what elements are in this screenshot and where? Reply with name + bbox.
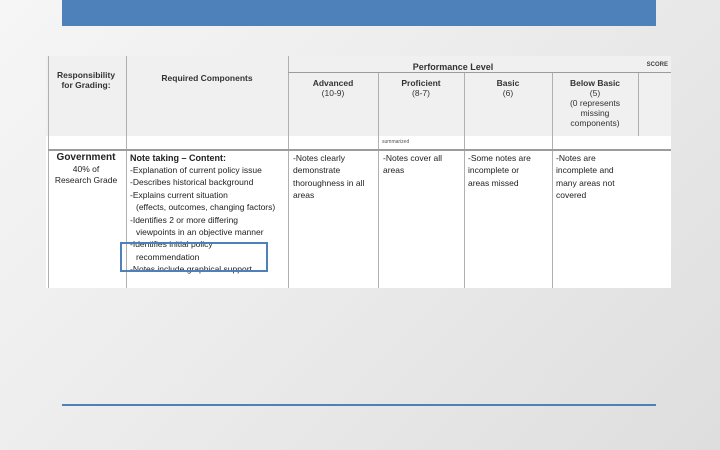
level-basic-header [464, 78, 552, 98]
component-line: viewpoints in an objective manner [136, 227, 264, 238]
level-range: (6) [502, 88, 514, 98]
component-line: -Identifies 2 or more differing [130, 214, 239, 225]
descriptor-line: covered [556, 190, 587, 201]
descriptor-line: -Notes clearly [293, 153, 345, 163]
cropped-text-fragment: summarized [382, 139, 410, 145]
level-name: Below Basic [569, 78, 621, 88]
component-line: -Notes include graphical support [130, 264, 252, 275]
responsibility-header [46, 70, 126, 90]
proficient-cell [383, 152, 463, 177]
level-below-basic-header [552, 78, 638, 128]
advanced-cell [293, 152, 377, 202]
descriptor-line: areas [383, 165, 405, 176]
bottom-accent-rule [62, 404, 656, 406]
responsibility-header-line: for Grading: [61, 80, 111, 90]
level-name: Basic [496, 78, 520, 88]
level-name: Proficient [401, 78, 441, 88]
column-divider [552, 72, 553, 288]
component-title: Note taking – Content: [130, 153, 226, 163]
component-line: -Explanation of current policy issue [130, 165, 262, 175]
level-advanced-header [288, 78, 378, 98]
descriptor-line: many areas not [556, 177, 615, 188]
column-divider [464, 72, 465, 288]
level-range: (8-7) [412, 88, 430, 98]
row-separator [48, 149, 671, 151]
basic-cell [468, 152, 552, 189]
descriptor-line: demonstrate [293, 165, 341, 176]
header-rule [288, 72, 671, 73]
column-divider [288, 56, 289, 288]
table-border-left [48, 56, 49, 288]
top-accent-bar [62, 0, 656, 26]
component-line: -Explains current situation [130, 189, 228, 200]
weight-line: Research Grade [54, 175, 118, 185]
subject-name: Government [56, 152, 116, 163]
weight-line: 40% of [72, 164, 100, 174]
below-basic-cell [556, 152, 636, 202]
descriptor-line: -Notes are [556, 153, 596, 163]
column-divider [378, 72, 379, 288]
column-divider [638, 72, 639, 136]
descriptor-line: -Notes cover all [383, 153, 443, 163]
descriptor-line: incomplete and [556, 165, 614, 176]
descriptor-line: thoroughness in all [293, 177, 365, 188]
descriptor-line: incomplete or [468, 165, 520, 176]
level-name: Advanced [312, 78, 354, 88]
responsibility-cell [46, 152, 126, 186]
rubric-document [46, 56, 671, 288]
component-line: -Describes historical background [130, 177, 254, 188]
level-range: (5) [589, 88, 601, 98]
responsibility-header-line: Responsibility [56, 70, 116, 80]
score-header: SCORE [646, 62, 668, 68]
level-range: (10-9) [321, 88, 345, 98]
highlight-box [120, 242, 268, 272]
component-line: (effects, outcomes, changing factors) [136, 202, 276, 213]
rubric-header-row [46, 56, 671, 136]
component-line: recommendation [136, 251, 200, 262]
descriptor-line: -Some notes are [468, 153, 531, 163]
level-note: components) [570, 118, 620, 128]
descriptor-line: areas [293, 190, 315, 201]
performance-level-header: Performance Level [412, 62, 494, 72]
level-note: missing [580, 108, 610, 118]
level-note: (0 represents [569, 98, 621, 108]
required-components-header: Required Components [161, 73, 253, 83]
descriptor-line: areas missed [468, 177, 519, 188]
level-proficient-header [378, 78, 464, 98]
component-line: -Identifies initial policy [130, 239, 213, 250]
